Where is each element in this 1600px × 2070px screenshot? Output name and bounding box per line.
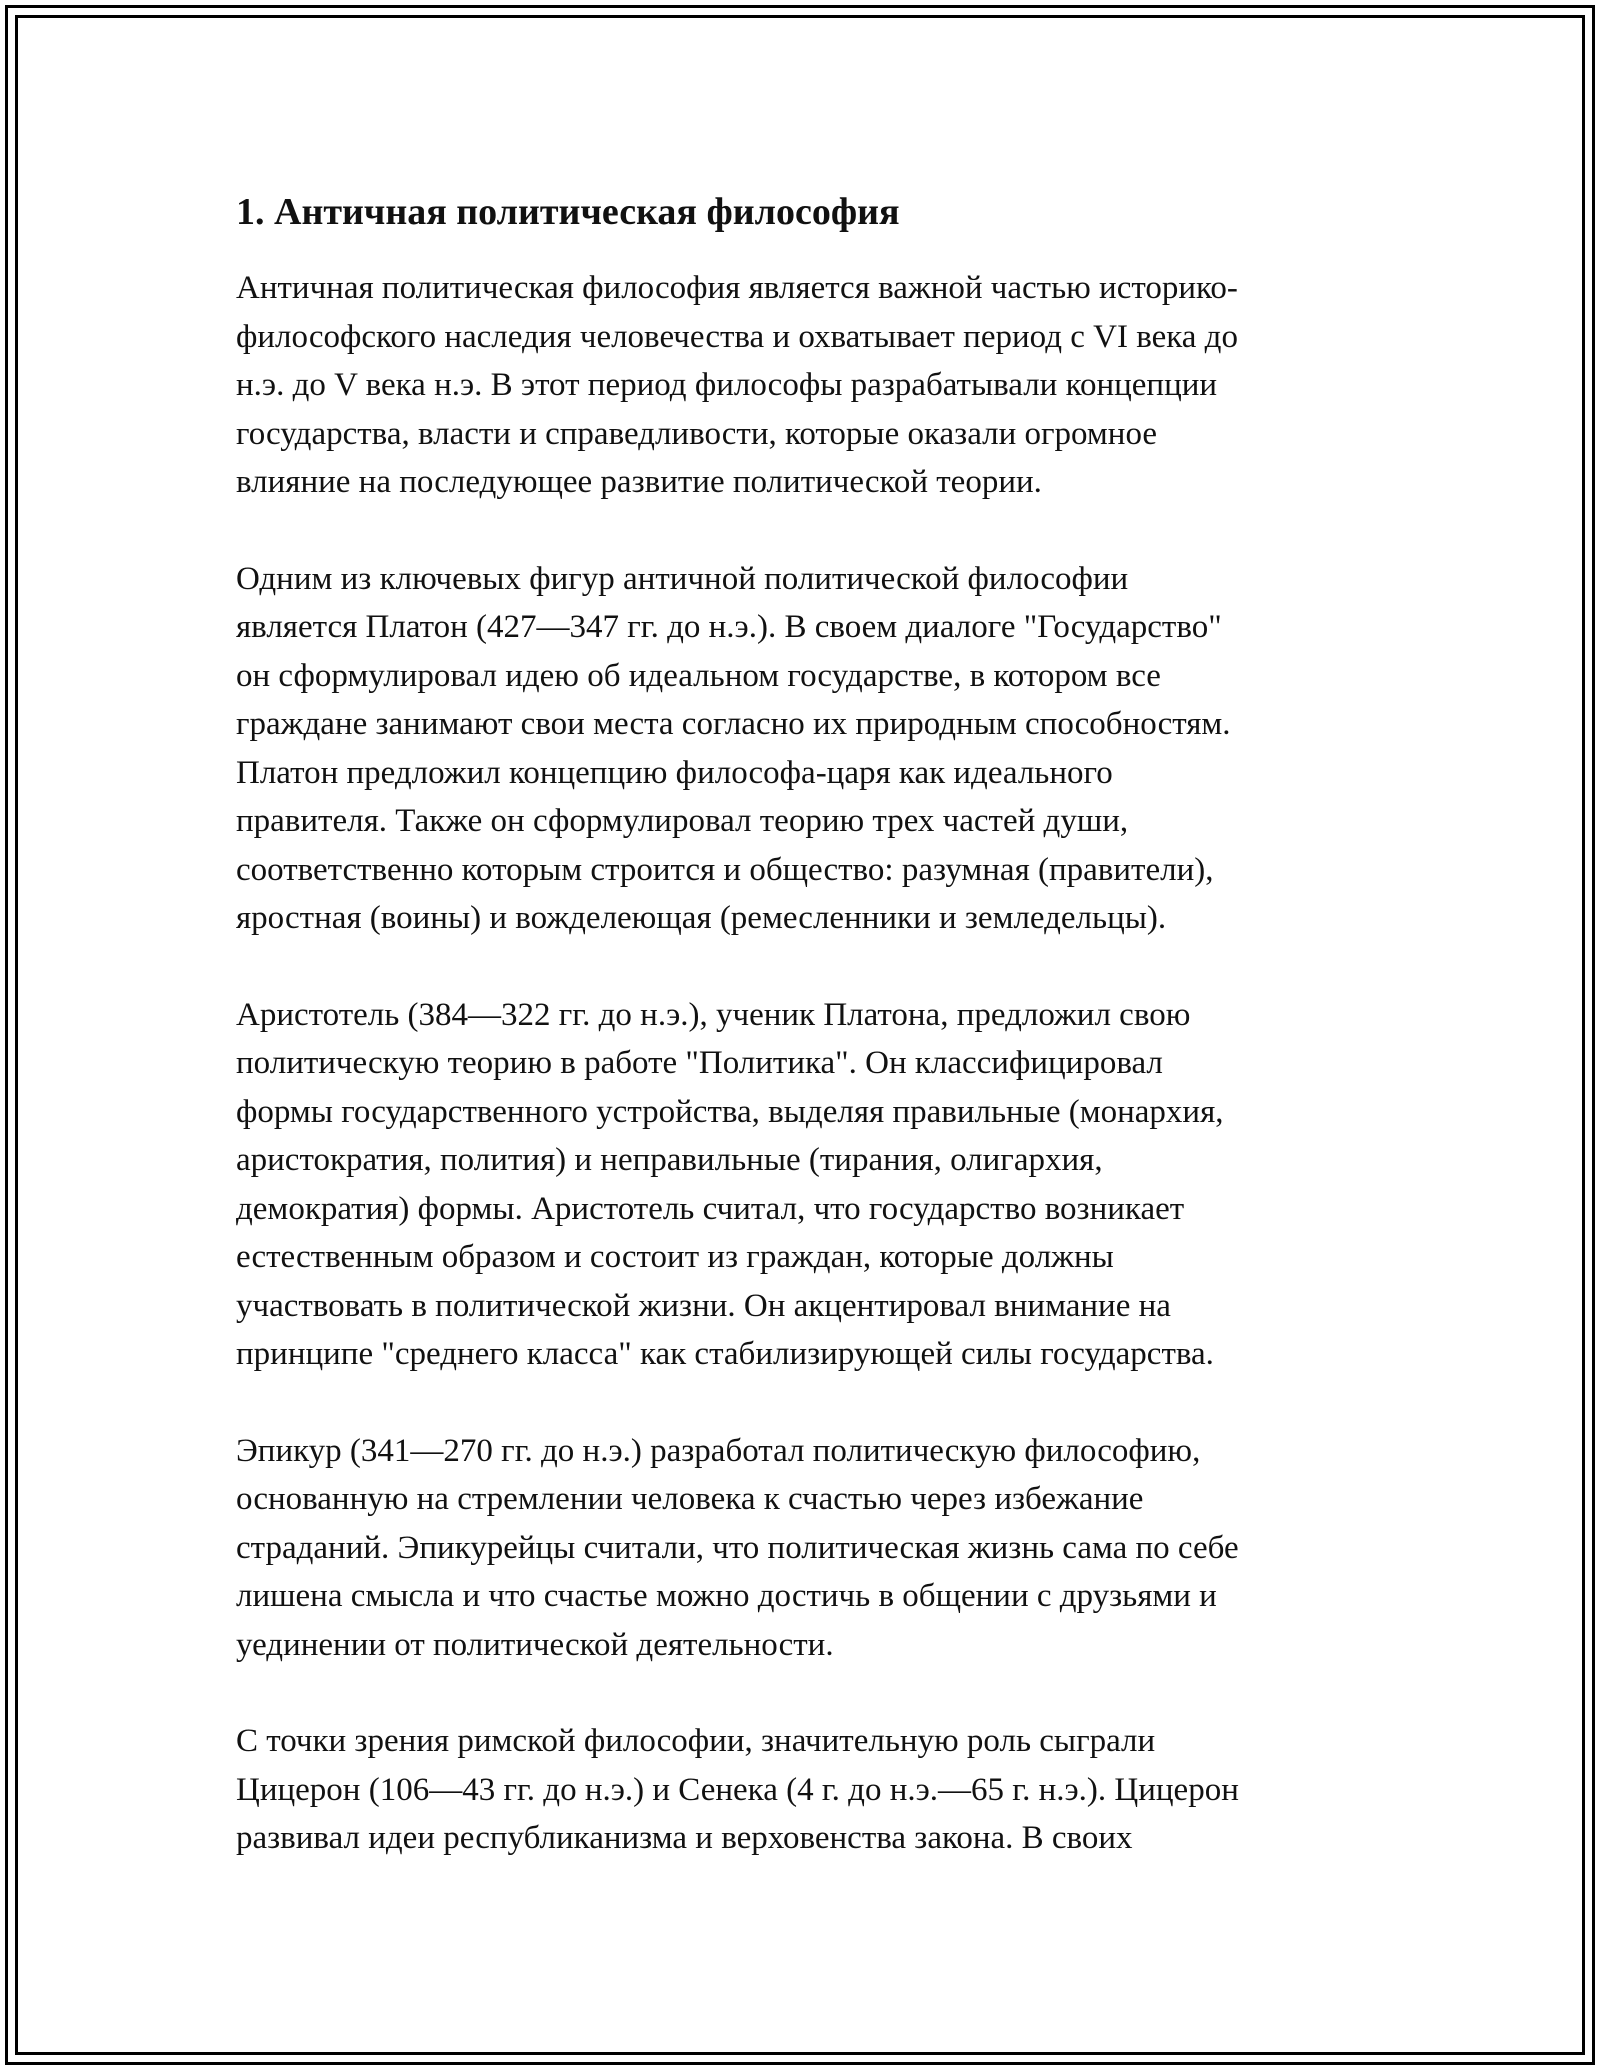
paragraph-line: политическую теорию в работе "Политика". Он классифицировал (236, 1045, 1163, 1081)
paragraph-line: философского наследия человечества и охватывает период с VI века до (236, 318, 1238, 355)
paragraph-line: лишена смысла и что счастье можно достичь в общении с друзьями и (236, 1578, 1217, 1614)
paragraph-line: соответственно которым строится и общество: разумная (правители), (236, 851, 1214, 888)
paragraph-line: является Платон (427—347 гг. до н.э.). В своем диалоге "Государство" (236, 609, 1222, 645)
paragraph-line: основанную на стремлении человека к счастью через избежание (236, 1481, 1144, 1517)
paragraph (236, 264, 1386, 507)
paragraph-line: страданий. Эпикурейцы считали, что политическая жизнь сама по себе (236, 1529, 1239, 1566)
paragraph (236, 991, 1386, 1379)
paragraph-line: Платон предложил концепцию философа-царя как идеального (236, 754, 1113, 791)
paragraph-line: Античная политическая философия является важной частью историко- (236, 270, 1238, 306)
section-heading: 1. Античная политическая философия (236, 191, 900, 233)
paragraph (236, 1717, 1386, 1863)
paragraph-line: демократия) формы. Аристотель считал, что государство возникает (236, 1190, 1185, 1227)
paragraph-line: н.э. до V века н.э. В этот период философы разрабатывали концепции (236, 367, 1218, 403)
paragraph (236, 555, 1386, 943)
paragraph-line: граждане занимают свои места согласно их природным способностям. (236, 706, 1231, 742)
paragraph-line: Эпикур (341—270 гг. до н.э.) разработал политическую философию, (236, 1432, 1201, 1469)
paragraph-line: естественным образом и состоит из граждан, которые должны (236, 1239, 1114, 1275)
paragraph-line: участвовать в политической жизни. Он акцентировал внимание на (236, 1287, 1171, 1324)
paragraph-list (236, 264, 1386, 1863)
paragraph-line: принципе "среднего класса" как стабилизирующей силы государства. (236, 1336, 1214, 1372)
paragraph-line: влияние на последующее развитие политической теории. (236, 464, 1042, 500)
paragraph-line: Цицерон (106—43 гг. до н.э.) и Сенека (4 г. до н.э.—65 г. н.э.). Цицерон (236, 1771, 1239, 1808)
paragraph-line: аристократия, полития) и неправильные (тирания, олигархия, (236, 1142, 1103, 1178)
document-body (236, 182, 1386, 1863)
paragraph-line: он сформулировал идею об идеальном государстве, в котором все (236, 657, 1161, 694)
paragraph-line: Одним из ключевых фигур античной политической философии (236, 560, 1129, 597)
paragraph-line: формы государственного устройства, выделяя правильные (монархия, (236, 1093, 1224, 1130)
paragraph-line: уединении от политической деятельности. (236, 1626, 834, 1663)
paragraph-line: яростная (воины) и вожделеющая (ремесленники и земледельцы). (236, 900, 1167, 936)
paragraph-line: Аристотель (384—322 гг. до н.э.), ученик Платона, предложил свою (236, 996, 1191, 1033)
paragraph-line: государства, власти и справедливости, которые оказали огромное (236, 415, 1158, 452)
paragraph (236, 1427, 1386, 1670)
paragraph-line: правителя. Также он сформулировал теорию трех частей души, (236, 803, 1129, 839)
paragraph-line: С точки зрения римской философии, значительную роль сыграли (236, 1723, 1156, 1759)
paragraph-line: развивал идеи республиканизма и верховенства закона. В своих (236, 1820, 1133, 1856)
